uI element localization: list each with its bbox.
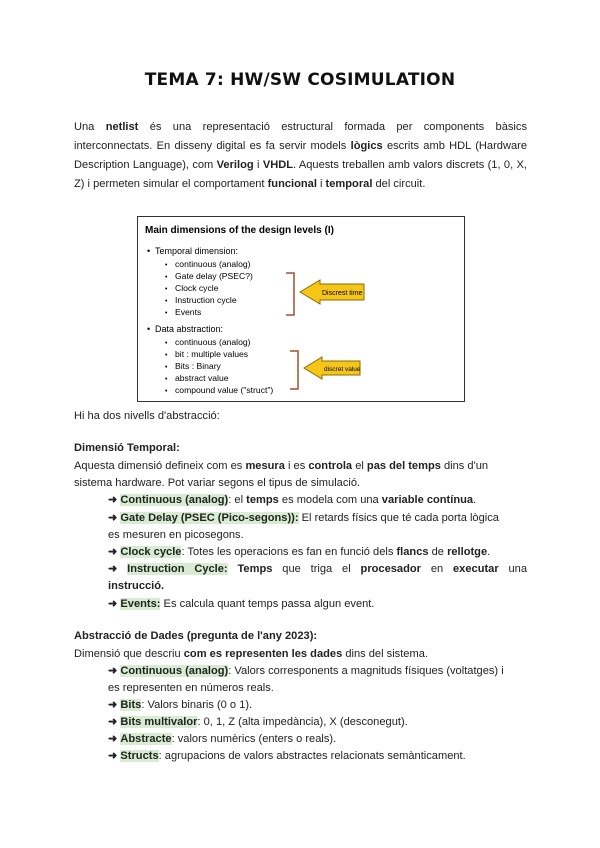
term-verilog: Verilog xyxy=(216,159,254,171)
intro-paragraph xyxy=(74,118,527,194)
figure-sub-bullet-icon: • xyxy=(165,388,168,395)
figure-temporal-item: Instruction cycle xyxy=(175,295,237,305)
temporal-item-gate-delay-cont: es mesuren en picosegons. xyxy=(108,529,244,541)
data-item-bits: ➜ Bits: Valors binaris (0 o 1). xyxy=(108,699,253,711)
figure-sub-bullet-icon: • xyxy=(165,376,168,383)
term-funcional: funcional xyxy=(267,178,317,190)
data-heading: Abstracció de Dades (pregunta de l'any 2023): xyxy=(74,630,318,642)
figure-sub-bullet-icon: • xyxy=(165,286,168,293)
figure-data-item: bit : multiple values xyxy=(175,349,249,359)
figure-data-item: abstract value xyxy=(175,373,229,383)
data-item-abstracte: ➜ Abstracte: valors numèrics (enters o reals). xyxy=(108,733,337,745)
term-logics: lògics xyxy=(350,140,383,152)
figure-data-item: continuous (analog) xyxy=(175,337,251,347)
arrow-icon: ➜ xyxy=(108,733,118,745)
figure-sub-bullet-icon: • xyxy=(165,262,168,269)
term-netlist: netlist xyxy=(105,121,139,133)
intro-text-3: escrits amb HDL (Hardware Description Language), com xyxy=(74,140,528,171)
figure-sub-bullet-icon: • xyxy=(165,274,168,281)
data-desc: Dimensió que descriu com es representen les dades dins del sistema. xyxy=(74,648,428,660)
data-item-bits-multivalor: ➜ Bits multivalor: 0, 1, Z (alta impedància), X (desconegut). xyxy=(108,716,408,728)
arrow-icon: ➜ xyxy=(108,699,118,711)
figure-temporal-item: Clock cycle xyxy=(175,283,219,293)
figure-bullet-icon: • xyxy=(147,324,151,334)
abstraction-intro: Hi ha dos nivells d'abstracció: xyxy=(74,410,220,422)
intro-text-6: i xyxy=(316,178,326,190)
temporal-item-clock-cycle: ➜ Clock cycle: Totes les operacions es fan en funció dels flancs de rellotge. xyxy=(108,546,491,558)
arrow-icon: ➜ xyxy=(108,494,118,506)
figure-temporal-item: Events xyxy=(175,307,202,317)
temporal-heading: Dimensió Temporal: xyxy=(74,442,180,454)
temporal-desc-line-1: Aquesta dimensió defineix com es mesura i es controla el pas del temps dins d'un xyxy=(74,460,489,472)
figure-sub-bullet-icon: • xyxy=(165,340,168,347)
arrow-icon: ➜ xyxy=(108,750,118,762)
page-title: TEMA 7: HW/SW COSIMULATION xyxy=(144,70,456,90)
arrow-icon: ➜ xyxy=(108,546,118,558)
intro-text-7: del circuit. xyxy=(372,178,426,190)
temporal-item-events: ➜ Events: Es calcula quant temps passa algun event. xyxy=(108,598,375,610)
figure-temporal-item: Gate delay (PSEC?) xyxy=(175,271,253,281)
intro-text-5: . Aquests treballen amb valors discrets (1, 0, X, Z) i permeten simular el comportament xyxy=(74,159,527,190)
term-vhdl: VHDL xyxy=(262,159,294,171)
temporal-item-gate-delay: ➜ Gate Delay (PSEC (Pico-segons)): El retards físics que té cada porta lògica xyxy=(108,512,499,524)
intro-text-2: és una representació estructural formada per components bàsics interconnectats. En disseny digital es fa servir models xyxy=(74,121,527,152)
figure-temporal-label: Temporal dimension: xyxy=(155,246,239,256)
figure-sub-bullet-icon: • xyxy=(165,352,168,359)
temporal-desc-line-2: sistema hardware. Pot variar segons el tipus de simulació. xyxy=(74,477,361,489)
temporal-item-instruction-cycle-cont: instrucció. xyxy=(108,580,165,592)
arrow-icon: ➜ xyxy=(108,716,118,728)
figure-data-label: Data abstraction: xyxy=(155,324,224,334)
arrow-icon: ➜ xyxy=(108,563,118,575)
figure-data-item: compound value ("struct") xyxy=(175,385,274,395)
intro-text-1: Una xyxy=(74,121,106,133)
data-item-continuous: ➜ Continuous (analog): Valors corresponents a magnituds físiques (voltatges) i xyxy=(108,665,504,677)
figure-data-item: Bits : Binary xyxy=(175,361,221,371)
arrow-icon: ➜ xyxy=(108,665,118,677)
data-bracket xyxy=(290,351,298,389)
data-item-continuous-cont: es representen en números reals. xyxy=(108,682,274,694)
figure-sub-bullet-icon: • xyxy=(165,310,168,317)
arrow-discrete-value-label: discret value xyxy=(324,366,361,373)
figure-temporal-item: continuous (analog) xyxy=(175,259,251,269)
intro-text-4: i xyxy=(253,159,263,171)
figure-bullet-icon: • xyxy=(147,246,151,256)
arrow-icon: ➜ xyxy=(108,512,118,524)
arrow-icon: ➜ xyxy=(108,598,118,610)
temporal-item-continuous: ➜ Continuous (analog): el temps es modela com una variable contínua. xyxy=(108,494,477,506)
temporal-bracket xyxy=(286,273,294,315)
design-levels-figure xyxy=(137,216,465,402)
arrow-discrete-time-label: Discrest time xyxy=(322,290,363,297)
figure-sub-bullet-icon: • xyxy=(165,364,168,371)
figure-sub-bullet-icon: • xyxy=(165,298,168,305)
term-temporal: temporal xyxy=(325,178,373,190)
temporal-item-instruction-cycle: ➜ Instruction Cycle: Temps que triga el procesador en executar una xyxy=(108,563,528,575)
figure-title: Main dimensions of the design levels (I) xyxy=(145,225,334,236)
data-item-structs: ➜ Structs: agrupacions de valors abstractes relacionats semànticament. xyxy=(108,750,466,762)
